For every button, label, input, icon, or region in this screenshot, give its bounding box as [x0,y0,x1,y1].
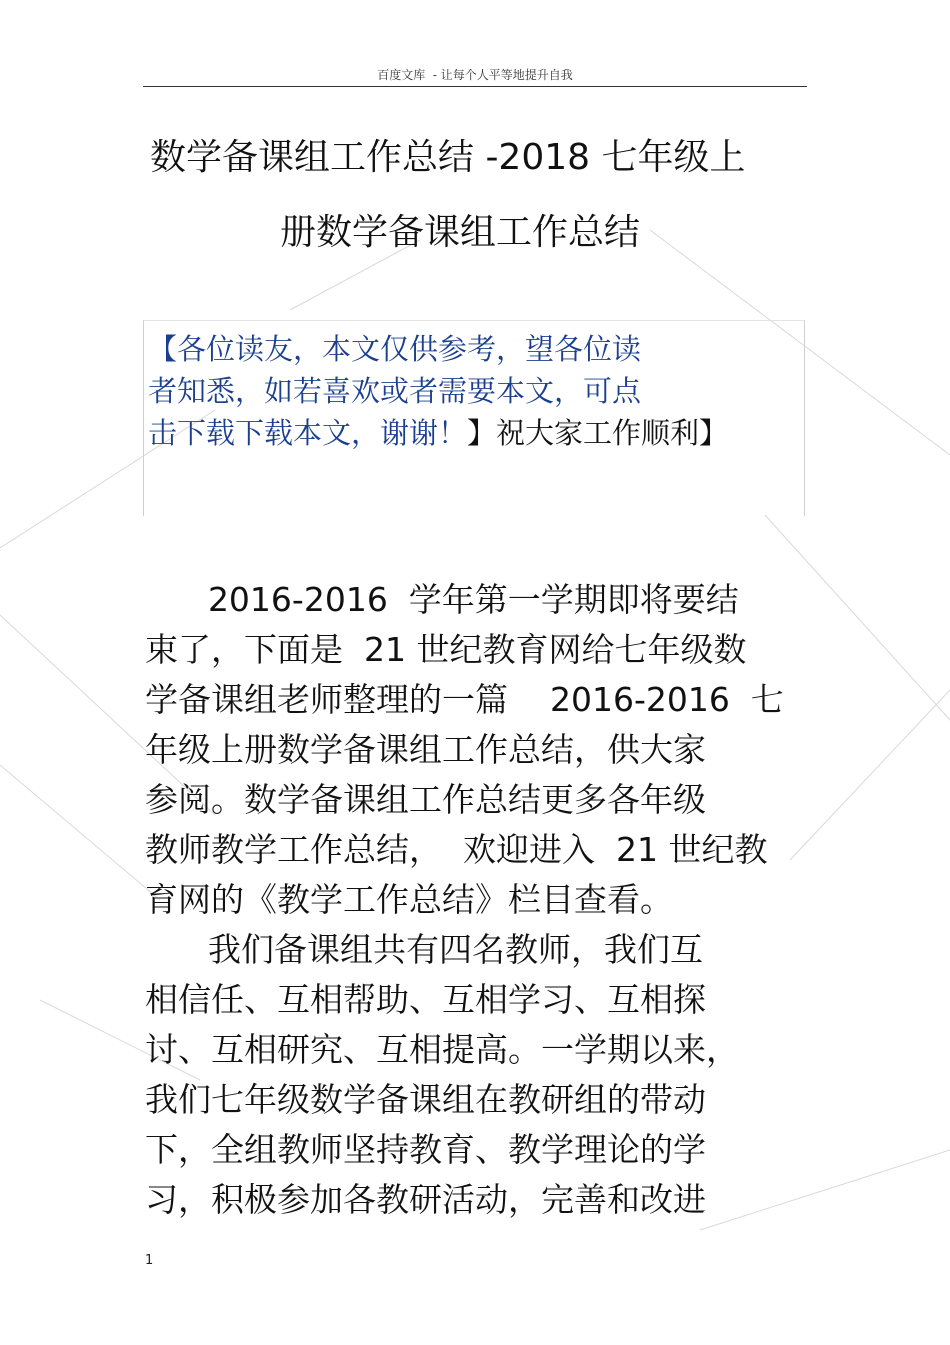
notice-line-1: 【各位读友，本文仅供参考，望各位读 [148,332,642,366]
body-line: 我们七年级数学备课组在教研组的带动 [145,1080,706,1119]
header-text: 百度文库 - 让每个人平等地提升自我 [377,68,573,82]
notice-box [143,320,805,516]
body-line: 相信任、互相帮助、互相学习、互相探 [145,980,706,1019]
body-line: 我们备课组共有四名教师，我们互 [145,930,703,969]
body-text [145,575,810,1225]
notice-line-2: 者知悉，如若喜欢或者需要本文，可点 [148,374,642,408]
notice-line-3-blue: 击下载下载本文，谢谢！ [148,416,468,450]
body-line: 参阅。数学备课组工作总结更多各年级 [145,780,706,819]
body-line: 习，积极参加各教研活动，完善和改进 [145,1180,706,1219]
body-line: 学备课组老师整理的一篇 2016-2016 七 [145,680,784,719]
page-number: 1 [145,1253,154,1268]
document-title-line-1: 数学备课组工作总结 -2018 七年级上 [150,137,746,178]
body-line: 束了，下面是 21 世纪教育网给七年级数 [145,630,747,669]
body-line: 讨、互相研究、互相提高。一学期以来， [145,1030,739,1069]
header-rule [143,86,807,87]
notice-line-3 [148,416,729,450]
body-line: 下，全组教师坚持教育、教学理论的学 [145,1130,706,1169]
document-title-line-2: 册数学备课组工作总结 [279,212,640,253]
body-line: 教师教学工作总结， 欢迎进入 21 世纪教 [145,830,768,869]
notice-line-3-black: 】祝大家工作顺利】 [467,416,729,450]
body-line: 2016-2016 学年第一学期即将要结 [145,580,739,619]
body-line: 育网的《教学工作总结》栏目查看。 [145,880,673,919]
body-line: 年级上册数学备课组工作总结，供大家 [145,730,706,769]
